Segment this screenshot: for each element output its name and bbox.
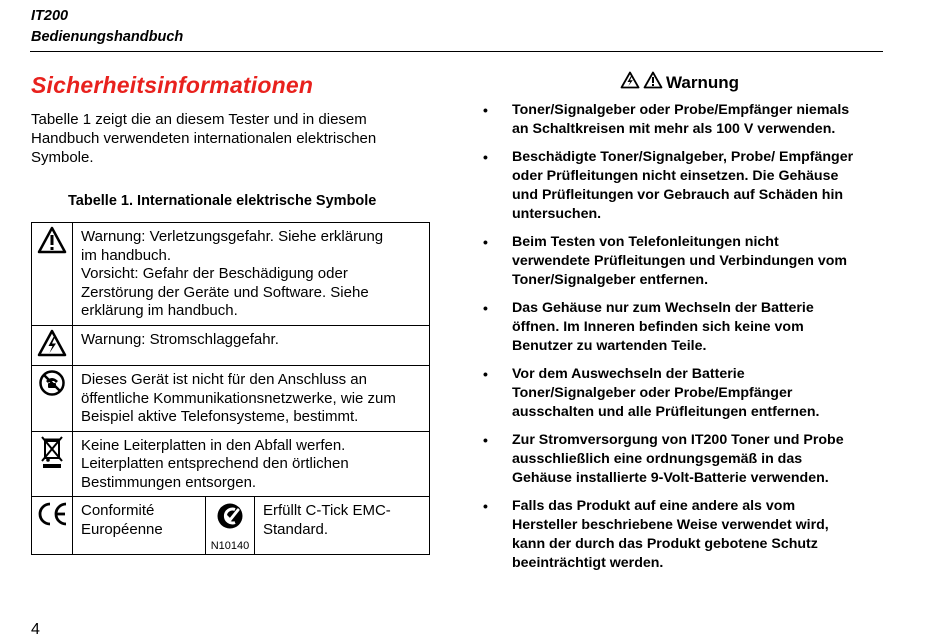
list-item: • Beschädigte Toner/Signalgeber, Probe/ Empfänger oder Prüfleitungen nicht einsetzen. Die Gehäuse und Prüfleitungen vor Gebrauch auf Schäden hin untersuchen. <box>480 148 860 224</box>
section-title: Sicherheitsinformationen <box>31 72 314 98</box>
table-row <box>32 431 430 497</box>
table-caption: Tabelle 1. Internationale elektrische Symbole <box>68 193 377 209</box>
no-telephone-connection-icon <box>32 366 73 432</box>
list-item: • Beim Testen von Telefonleitungen nicht verwendete Prüfleitungen und Verbindungen vom Toner/Signalgeber entfernen. <box>480 233 860 290</box>
electric-shock-warning-icon <box>32 325 73 366</box>
header-product: IT200 <box>31 8 69 24</box>
intro-paragraph: Tabelle 1 zeigt die an diesem Tester und in diesem Handbuch verwendeten internationalen elektrischen Symbole. <box>31 111 377 166</box>
warning-heading <box>620 71 739 94</box>
crossed-out-wheelie-bin-icon <box>32 431 73 497</box>
symbol-description: Warnung: Verletzungsgefahr. Siehe erklärung im handbuch. Vorsicht: Gefahr der Beschädigung oder Zerstörung der Geräte und Software. Siehe erklärung im handbuch. <box>73 223 430 326</box>
c-tick-icon <box>206 497 255 555</box>
symbols-table <box>31 222 430 555</box>
warning-triangle-icon <box>32 223 73 326</box>
table-row <box>32 325 430 366</box>
symbol-description: Keine Leiterplatten in den Abfall werfen. Leiterplatten entsprechend den örtlichen Bestimmungen entsorgen. <box>73 431 430 497</box>
list-item: • Toner/Signalgeber oder Probe/Empfänger niemals an Schaltkreisen mit mehr als 100 V verwenden. <box>480 101 860 139</box>
list-item: • Zur Stromversorgung von IT200 Toner und Probe ausschließlich eine ordnungsgemäß in das Gehäuse installierte 9-Volt-Batterie verwenden. <box>480 431 860 488</box>
table-row <box>32 366 430 432</box>
list-item: • Falls das Produkt auf eine andere als vom Hersteller beschriebene Weise verwendet wird, kann der durch das Produkt gebotene Schutz beeinträchtigt werden. <box>480 497 860 573</box>
c-tick-description: Erfüllt C-Tick EMC- Standard. <box>255 497 430 555</box>
electric-shock-warning-icon <box>620 71 640 94</box>
symbol-description: Warnung: Stromschlaggefahr. <box>73 325 430 366</box>
table-row <box>32 223 430 326</box>
header-rule <box>30 51 883 52</box>
warning-list <box>480 101 860 582</box>
ce-description: Conformité Européenne <box>73 497 206 555</box>
header-manual: Bedienungshandbuch <box>31 29 184 45</box>
list-item: • Vor dem Auswechseln der Batterie Toner/Signalgeber oder Probe/Empfänger ausschalten und alle Prüfleitungen entfernen. <box>480 365 860 422</box>
warning-triangle-icon <box>643 71 663 94</box>
table-row <box>32 497 430 555</box>
c-tick-code: N10140 <box>210 539 250 552</box>
ce-mark-icon <box>32 497 73 555</box>
symbol-description: Dieses Gerät ist nicht für den Anschluss an öffentliche Kommunikationsnetzwerke, wie zum Beispiel aktive Telefonsysteme, bestimmt. <box>73 366 430 432</box>
warning-heading-text: Warnung <box>666 72 740 92</box>
list-item: • Das Gehäuse nur zum Wechseln der Batterie öffnen. Im Inneren befinden sich keine vom Benutzer zu wartenden Teile. <box>480 299 860 356</box>
page-number: 4 <box>31 621 40 638</box>
